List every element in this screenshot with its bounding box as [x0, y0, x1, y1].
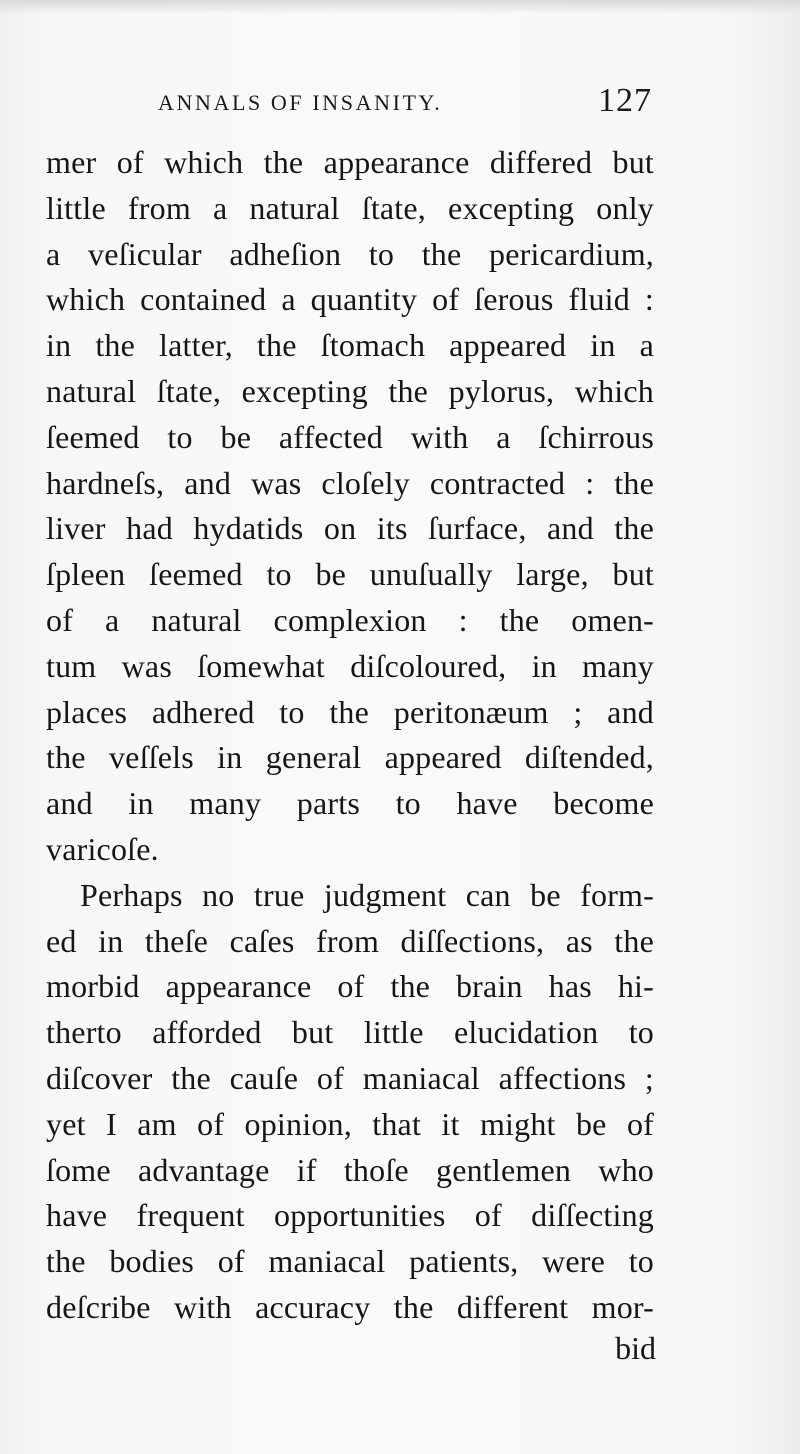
- text-line: ſpleen ſeemed to be unuſually large, but: [46, 556, 654, 593]
- text-line: in the latter, the ſtomach appeared in a: [46, 327, 654, 364]
- page-number: 127: [598, 82, 652, 119]
- page-top-edge: [0, 0, 800, 14]
- text-line: hardneſs, and was cloſely contracted : the: [46, 464, 654, 501]
- text-line: the veſſels in general appeared diſtended,: [46, 739, 654, 776]
- text-line: liver had hydatids on its ſurface, and the: [46, 510, 654, 547]
- text-line: Perhaps no true judgment can be form-: [80, 876, 654, 913]
- text-line: mer of which the appearance differed but: [46, 144, 654, 180]
- text-line: deſcribe with accuracy the different mor-: [46, 1288, 654, 1325]
- text-line: natural ſtate, excepting the pylorus, which: [46, 372, 654, 409]
- text-line: have frequent opportunities of diſſecting: [46, 1197, 654, 1234]
- text-line: a veſicular adheſion to the pericardium,: [46, 235, 654, 272]
- text-line: of a natural complexion : the omen-: [46, 601, 654, 638]
- text-line: ſeemed to be affected with a ſchirrous: [46, 418, 654, 455]
- text-line: ed in theſe caſes from diſſections, as the: [46, 922, 654, 959]
- text-line: and in many parts to have become: [46, 785, 654, 822]
- catchword: bid: [615, 1330, 656, 1366]
- text-line: morbid appearance of the brain has hi-: [46, 968, 654, 1005]
- text-line: diſcover the cauſe of maniacal affections ;: [46, 1059, 654, 1096]
- text-line: places adhered to the peritonæum ; and: [46, 693, 654, 730]
- text-line: therto afforded but little elucidation to: [46, 1014, 654, 1051]
- running-head: ANNALS OF INSANITY.: [158, 90, 443, 115]
- text-line: which contained a quantity of ſerous fluid :: [46, 281, 654, 318]
- text-line: varicoſe.: [46, 830, 159, 867]
- page-body: [46, 140, 654, 1331]
- paragraph: [46, 873, 654, 1331]
- text-line: yet I am of opinion, that it might be of: [46, 1105, 654, 1142]
- text-line: little from a natural ſtate, excepting only: [46, 189, 654, 226]
- text-line: ſome advantage if thoſe gentlemen who: [46, 1151, 654, 1188]
- page-header: [46, 82, 660, 130]
- paragraph: [46, 140, 654, 873]
- text-line: tum was ſomewhat diſcoloured, in many: [46, 647, 654, 684]
- text-line: the bodies of maniacal patients, were to: [46, 1243, 654, 1280]
